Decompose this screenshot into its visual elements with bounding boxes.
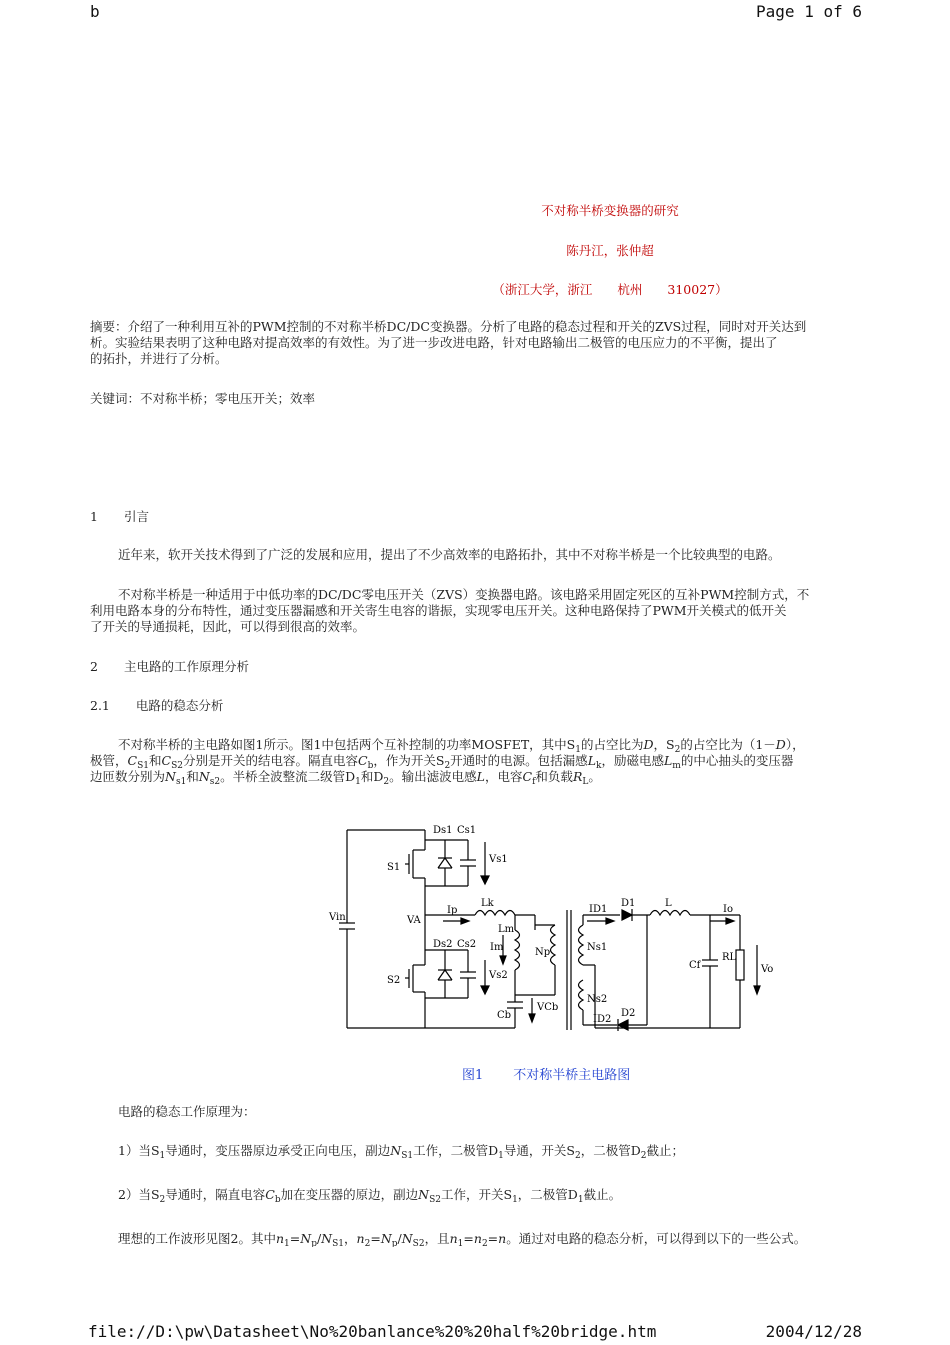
- header-left: b: [90, 2, 100, 21]
- section-heading: [90, 659, 863, 675]
- keywords: 关键词：不对称半桥；零电压开关；效率: [90, 391, 316, 406]
- paragraph: 电路的稳态工作原理为：: [118, 1104, 256, 1119]
- footer-date: 2004/12/28: [765, 1322, 862, 1341]
- label-vin: Vin: [329, 912, 346, 923]
- list-item: 1）当$S_1$导通时，变压器原边承受正向电压，副边$N_{S1}$工作，二极管$D_1$导通，开关$S_2$，二极管$D_2$截止；: [118, 1143, 684, 1159]
- section-number: 1: [90, 509, 98, 524]
- page-title: 不对称半桥变换器的研究: [541, 203, 679, 218]
- label-cb: Cb: [497, 1010, 512, 1021]
- page-indicator: Page 1 of 6: [756, 2, 862, 21]
- paragraph: 理想的工作波形见图2。其中$n_1=N_p/N_{S1}$，$n_2=N_p/N_{S2}$，且$n_1=n_2=n$。通过对电路的稳态分析，可以得到以下的一些公式。: [118, 1231, 807, 1247]
- list-item: 2）当$S_2$导通时，隔直电容$C_b$加在变压器的原边，副边$N_{S2}$工作，开关$S_1$，二极管$D_1$截止。: [118, 1187, 622, 1203]
- label-id2: ID2: [593, 1014, 612, 1025]
- paragraph: [90, 737, 863, 785]
- section-title: 电路的稳态分析: [135, 698, 224, 713]
- label-io: Io: [723, 904, 733, 915]
- authors: 陈丹江，张仲超: [566, 243, 654, 258]
- label-d1: D1: [621, 898, 636, 909]
- section-heading: [90, 509, 863, 525]
- label-s1: S1: [387, 862, 401, 873]
- label-ds2: Ds2: [433, 939, 453, 950]
- paragraph-line: 不对称半桥是一种适用于中低功率的DC/DC零电压开关（ZVS）变换器电路。该电路采用固定死区的互补PWM控制方式，不: [118, 587, 810, 602]
- paragraph-line: 边匝数分别为$N_{s1}$和$N_{s2}$。半桥全波整流二级管$D_1$和$D_2$。输出滤波电感L，电容$C_f$和负载$R_L$。: [90, 769, 601, 785]
- section-number: 2: [90, 659, 98, 674]
- abstract-line: 摘要：介绍了一种利用互补的PWM控制的不对称半桥DC/DC变换器。分析了电路的稳态过程和开关的ZVS过程，同时对开关达到: [90, 319, 807, 334]
- label-vs2: Vs2: [489, 970, 508, 981]
- section-title: 主电路的工作原理分析: [123, 659, 249, 674]
- abstract: [90, 319, 863, 367]
- label-lk: Lk: [481, 898, 494, 909]
- label-lm: Lm: [498, 924, 515, 935]
- label-va: VA: [407, 915, 421, 926]
- label-id1: ID1: [589, 904, 608, 915]
- label-vo: Vo: [761, 964, 774, 975]
- paragraph: 近年来，软开关技术得到了广泛的发展和应用，提出了不少高效率的电路拓扑，其中不对称半桥是一个比较典型的电路。: [118, 547, 781, 562]
- label-ip: Ip: [447, 905, 458, 916]
- label-s2: S2: [387, 975, 401, 986]
- section-title: 引言: [123, 509, 149, 524]
- paragraph-line: 极管，$C_{S1}$和$C_{S2}$分别是开关的结电容。隔直电容$C_b$，作为开关$S_2$开通时的电源。包括漏感$L_k$，励磁电感$L_m$的中心抽头的变压器: [90, 753, 794, 771]
- section-heading: [90, 698, 863, 714]
- paragraph: [90, 587, 863, 635]
- figure-title: 不对称半桥主电路图: [513, 1068, 631, 1083]
- affiliation: （浙江大学，浙江 杭州 310027）: [492, 282, 728, 297]
- label-cs2: Cs2: [457, 939, 477, 950]
- label-ns2: Ns2: [587, 994, 608, 1005]
- paragraph-line: 不对称半桥的主电路如图1所示。图1中包括两个互补控制的功率MOSFET，其中$S_1$的占空比为D，$S_2$的占空比为（1－D），: [118, 737, 805, 755]
- paragraph-line: 了开关的导通损耗，因此，可以得到很高的效率。: [90, 619, 366, 634]
- paragraph-line: 利用电路本身的分布特性，通过变压器漏感和开关寄生电容的谐振，实现零电压开关。这种电路保持了PWM开关模式的低开关: [90, 603, 787, 618]
- abstract-line: 析。实验结果表明了这种电路对提高效率的有效性。为了进一步改进电路，针对电路输出二极管的电压应力的不平衡，提出了: [90, 335, 778, 350]
- footer-url: file://D:\pw\Datasheet\No%20banlance%20%20half%20bridge.htm: [88, 1322, 657, 1341]
- label-ns1: Ns1: [587, 942, 608, 953]
- label-cf: Cf: [689, 960, 701, 971]
- label-rl: RL: [722, 952, 737, 963]
- label-vcb: VCb: [537, 1002, 559, 1013]
- label-vs1: Vs1: [489, 854, 508, 865]
- section-number: 2.1: [90, 698, 110, 713]
- label-np: Np: [535, 947, 551, 958]
- figure-number: 图1: [462, 1068, 484, 1083]
- circuit-diagram: [325, 820, 785, 1040]
- label-im: Im: [490, 942, 504, 953]
- label-ds1: Ds1: [433, 825, 453, 836]
- label-l: L: [665, 898, 672, 909]
- label-cs1: Cs1: [457, 825, 477, 836]
- figure-caption: [462, 1064, 630, 1083]
- abstract-line: 的拓扑，并进行了分析。: [90, 351, 228, 366]
- label-d2: D2: [621, 1008, 636, 1019]
